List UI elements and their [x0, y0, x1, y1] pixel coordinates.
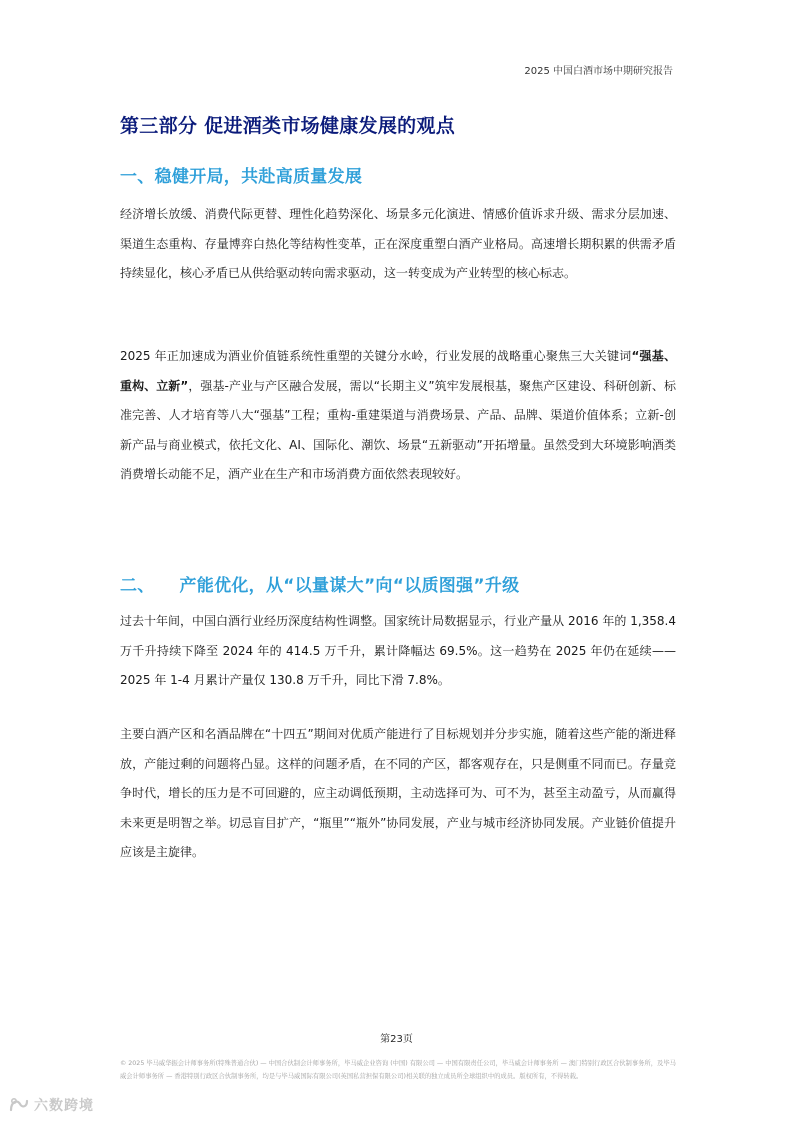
watermark	[8, 1095, 94, 1115]
section-2-paragraph-2: 主要白酒产区和名酒品牌在“十四五”期间对优质产能进行了目标规划并分步实施，随着这些产能的渐进释放，产能过剩的问题将凸显。这样的问题矛盾，在不同的产区，都客观存在，只是侧重不同而已。存量竞争时代，增长的压力是不可回避的，应主动调低预期，主动选择可为、可不为，甚至主动盈亏，从而赢得未来更是明智之举。切忌盲目扩产，“瓶里”“瓶外”协同发展，产业与城市经济协同发展。产业链价值提升应该是主旋律。	[120, 727, 676, 859]
logo-mark-icon	[8, 1096, 30, 1114]
part-title: 第三部分 促进酒类市场健康发展的观点	[120, 115, 456, 137]
section-title-1: 一、稳健开局，共赴高质量发展	[120, 167, 363, 187]
paragraph-text: ，强基-产业与产区融合发展，需以“长期主义”筑牢发展根基，聚焦产区建设、科研创新、标准完善、人才培育等八大“强基”工程；重构-重建渠道与消费场景、产品、品牌、渠道价值体系；立新-创新产品与商业模式，依托文化、AI、国际化、潮饮、场景“五新驱动”开拓增量。虽然受到大环境影响酒类消费增长动能不足，酒产业在生产和市场消费方面依然表现较好。	[120, 378, 676, 481]
report-header-title: 2025 中国白酒市场中期研究报告	[524, 66, 673, 77]
page-number: 第23页	[380, 1034, 413, 1045]
keywords-bold: “强基、重构、立新”	[120, 349, 677, 393]
section-2-paragraph-1: 过去十年间，中国白酒行业经历深度结构性调整。国家统计局数据显示，行业产量从 2016 年的 1,358.4 万千升持续下降至 2024 年的 414.5 万千升，累计降幅达 69.5%。这一趋势在 2025 年仍在延续——2025 年 1-4 月累计产量仅 130.8 万千升，同比下滑 7.8%。	[120, 614, 676, 687]
section-title-2: 二、 产能优化，从“以量谋大”向“以质图强”升级	[120, 576, 520, 596]
section-1-paragraph-1: 经济增长放缓、消费代际更替、理性化趋势深化、场景多元化演进、情感价值诉求升级、需求分层加速、渠道生态重构、存量博弈白热化等结构性变革，正在深度重塑白酒产业格局。高速增长期积累的供需矛盾持续显化，核心矛盾已从供给驱动转向需求驱动，这一转变成为产业转型的核心标志。	[120, 207, 676, 280]
section-1-paragraph-2	[120, 342, 676, 490]
footer-legal-notice: © 2025 毕马威华振会计师事务所(特殊普通合伙) — 中国合伙制会计师事务所，毕马威企业咨询 (中国) 有限公司 — 中国有限责任公司，毕马威会计师事务所 — 澳门特别行政区合伙制事务所，及毕马威会计师事务所 — 香港特别行政区合伙制事务所，均是与毕马威国际有限公司(英国私营担保有限公司)相关联的独立成员所全球组织中的成员。版权所有，不得转载。	[120, 1060, 676, 1080]
watermark-text: 六数跨境	[34, 1098, 94, 1114]
paragraph-text: 2025 年正加速成为酒业价值链系统性重塑的关键分水岭，行业发展的战略重心聚焦三大关键词	[120, 349, 632, 363]
